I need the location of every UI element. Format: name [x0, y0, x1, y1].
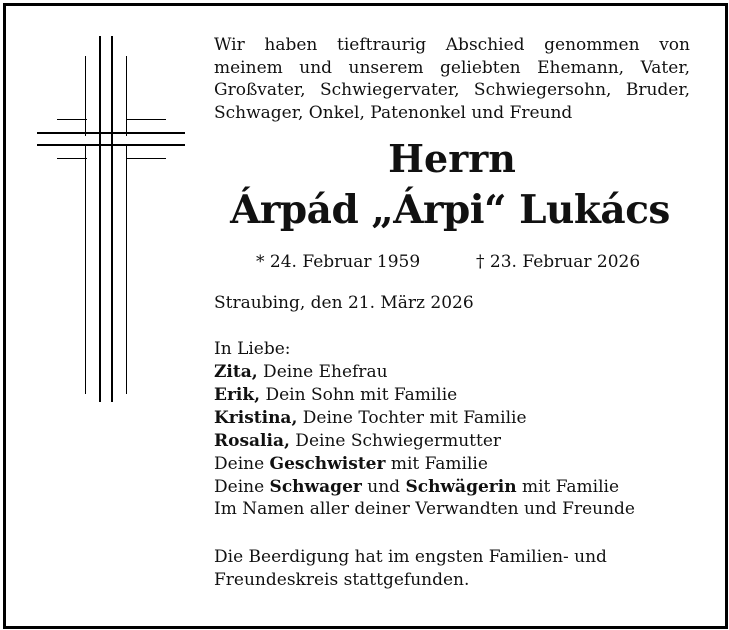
place-date: Straubing, den 21. März 2026	[214, 293, 474, 313]
salutation: Herrn	[388, 136, 516, 181]
death-date: † 23. Februar 2026	[476, 252, 641, 272]
mourner-line: Deine Schwager und Schwägerin mit Familie	[214, 476, 620, 497]
mourner-line: Kristina, Deine Tochter mit Familie	[214, 407, 527, 428]
deceased-name: Árpád „Árpi“ Lukács	[230, 187, 670, 233]
birth-date: * 24. Februar 1959	[256, 252, 421, 272]
relatives-line: Im Namen aller deiner Verwandten und Freunde	[214, 499, 635, 520]
intro-text: Wir haben tieftraurig Abschied genommen von meinem und unserem geliebten Ehemann, Vater, Großvater, Schwiegervater, Schwiegersohn, Bruder, Schwager, Onkel, Patenonkel und Freund	[214, 35, 690, 123]
cross-icon	[37, 36, 187, 406]
mourner-line: Erik, Dein Sohn mit Familie	[214, 384, 458, 405]
funeral-note: Die Beerdigung hat im engsten Familien- und Freundeskreis stattgefunden.	[214, 547, 607, 590]
in-love-label: In Liebe:	[214, 339, 291, 359]
mourner-line: Zita, Deine Ehefrau	[214, 362, 388, 382]
mourner-line: Deine Geschwister mit Familie	[214, 453, 488, 474]
mourners-list	[214, 361, 690, 521]
mourner-line: Rosalia, Deine Schwiegermutter	[214, 430, 502, 451]
